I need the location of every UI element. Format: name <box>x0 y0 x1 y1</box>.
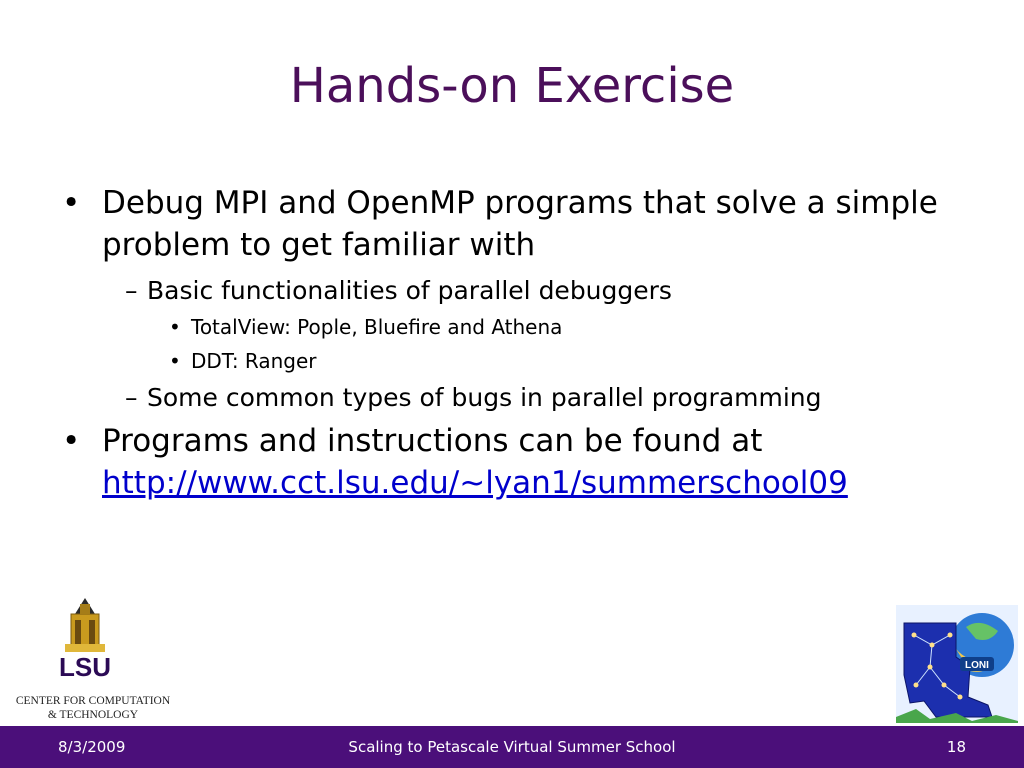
footer-page-number: 18 <box>946 738 966 756</box>
sub-sub-bullet-2 <box>169 347 982 375</box>
loni-badge: LONI <box>965 660 989 671</box>
bullet-2 <box>62 420 982 504</box>
sub-sub-bullet-1-text: TotalView: Pople, Bluefire and Athena <box>191 315 563 339</box>
footer-bar <box>0 726 1024 768</box>
loni-map-logo <box>896 605 1018 723</box>
sub-bullet-1-text: Basic functionalities of parallel debuggers <box>147 276 672 305</box>
sub-sub-bullet-1 <box>169 313 982 341</box>
lsu-letters: LSU <box>59 652 111 682</box>
bullet-dot-icon: • <box>169 315 181 339</box>
lsu-caption-line1: CENTER FOR COMPUTATION <box>15 695 171 707</box>
sub-bullet-2 <box>125 381 982 415</box>
bullet-2-text: Programs and instructions can be found at <box>102 423 763 459</box>
bullet-dot-icon: • <box>169 349 181 373</box>
dash-icon: – <box>125 383 138 412</box>
bullet-dot-icon: • <box>62 185 81 221</box>
bullet-1 <box>62 182 982 266</box>
footer-title: Scaling to Petascale Virtual Summer School <box>348 738 676 756</box>
footer-date: 8/3/2009 <box>58 738 126 756</box>
sub-sub-bullet-2-text: DDT: Ranger <box>191 349 317 373</box>
dash-icon: – <box>125 276 138 305</box>
slide-title: Hands-on Exercise <box>289 58 735 114</box>
slide-body <box>62 182 982 512</box>
bullet-1-text: Debug MPI and OpenMP programs that solve a simple problem to get familiar with <box>102 185 938 263</box>
sub-bullet-1 <box>125 274 982 308</box>
sub-bullet-2-text: Some common types of bugs in parallel programming <box>147 383 822 412</box>
summerschool-link[interactable]: http://www.cct.lsu.edu/~lyan1/summerschool09 <box>102 465 848 501</box>
lsu-cct-logo <box>5 594 185 724</box>
bullet-dot-icon: • <box>62 423 81 459</box>
lsu-caption-line2: & TECHNOLOGY <box>47 709 139 721</box>
